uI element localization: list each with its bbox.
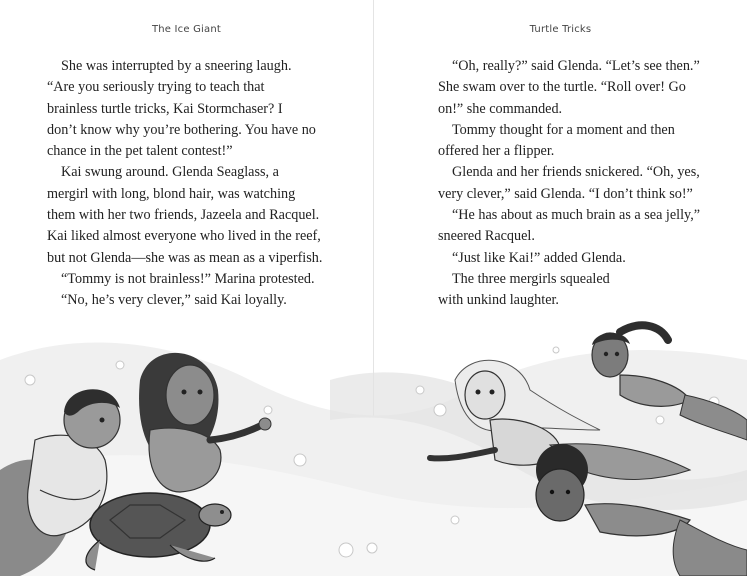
- text-line: sneered Racquel.: [438, 228, 535, 245]
- text-line: “Just like Kai!” added Glenda.: [452, 249, 626, 266]
- running-head-right: Turtle Tricks: [529, 24, 592, 35]
- bubble: [553, 347, 559, 353]
- running-head-left: The Ice Giant: [151, 24, 222, 35]
- text-line: mergirl with long, blond hair, was watching: [47, 185, 296, 202]
- right-page-text: [438, 56, 738, 312]
- underwater-illustration: [0, 320, 747, 576]
- text-line: very clever,” said Glenda. “I don’t think so!”: [438, 185, 693, 202]
- text-line: but not Glenda—she was as mean as a viperfish.: [47, 249, 323, 266]
- glenda-eye: [476, 390, 481, 395]
- text-line: Kai swung around. Glenda Seaglass, a: [61, 164, 279, 181]
- jazeela-face: [536, 469, 584, 521]
- turtle-head: [199, 504, 231, 526]
- bubble: [416, 386, 424, 394]
- bubble: [116, 361, 124, 369]
- marina-eye: [182, 390, 187, 395]
- text-line: “Oh, really?” said Glenda. “Let’s see then.”: [452, 58, 700, 74]
- text-line: “No, he’s very clever,” said Kai loyally.: [61, 292, 287, 309]
- bubble: [25, 375, 35, 385]
- bubble: [451, 516, 459, 524]
- glenda-face: [465, 371, 505, 419]
- text-line: chance in the pet talent contest!”: [47, 143, 233, 160]
- marina-face: [166, 365, 214, 425]
- bubble: [367, 543, 377, 553]
- text-line: don’t know why you’re bothering. You have no: [47, 121, 316, 138]
- bubble: [294, 454, 306, 466]
- glenda-eye: [490, 390, 495, 395]
- bubble: [264, 406, 272, 414]
- bubble: [434, 404, 446, 416]
- text-line: “Tommy is not brainless!” Marina protested.: [61, 270, 315, 287]
- text-line: on!” she commanded.: [438, 100, 563, 117]
- text-line: She swam over to the turtle. “Roll over! Go: [438, 79, 686, 96]
- text-line: them with her two friends, Jazeela and Racquel.: [47, 207, 320, 224]
- bubble: [656, 416, 664, 424]
- text-line: “He has about as much brain as a sea jelly,”: [452, 207, 701, 224]
- turtle-shell: [90, 493, 210, 557]
- text-line: with unkind laughter.: [438, 292, 559, 309]
- text-line: offered her a flipper.: [438, 143, 555, 160]
- text-line: Tommy thought for a moment and then: [452, 121, 675, 138]
- text-line: brainless turtle tricks, Kai Stormchaser? I: [47, 100, 283, 117]
- jazeela-eye: [550, 490, 554, 494]
- jazeela-eye: [566, 490, 570, 494]
- bubble: [339, 543, 353, 557]
- marina-eye: [198, 390, 203, 395]
- racquel-eye: [604, 352, 608, 356]
- racquel-eye: [615, 352, 619, 356]
- text-line: Kai liked almost everyone who lived in the reef,: [47, 228, 321, 245]
- text-line: She was interrupted by a sneering laugh.: [61, 58, 292, 74]
- kai-eye: [100, 418, 105, 423]
- marina-hand: [259, 418, 271, 430]
- text-line: Glenda and her friends snickered. “Oh, yes,: [452, 164, 700, 181]
- racquel-ponytail: [620, 325, 668, 340]
- turtle-eye: [220, 510, 224, 514]
- text-line: “Are you seriously trying to teach that: [47, 79, 265, 96]
- left-page-text: [47, 56, 347, 312]
- text-line: The three mergirls squealed: [452, 270, 610, 287]
